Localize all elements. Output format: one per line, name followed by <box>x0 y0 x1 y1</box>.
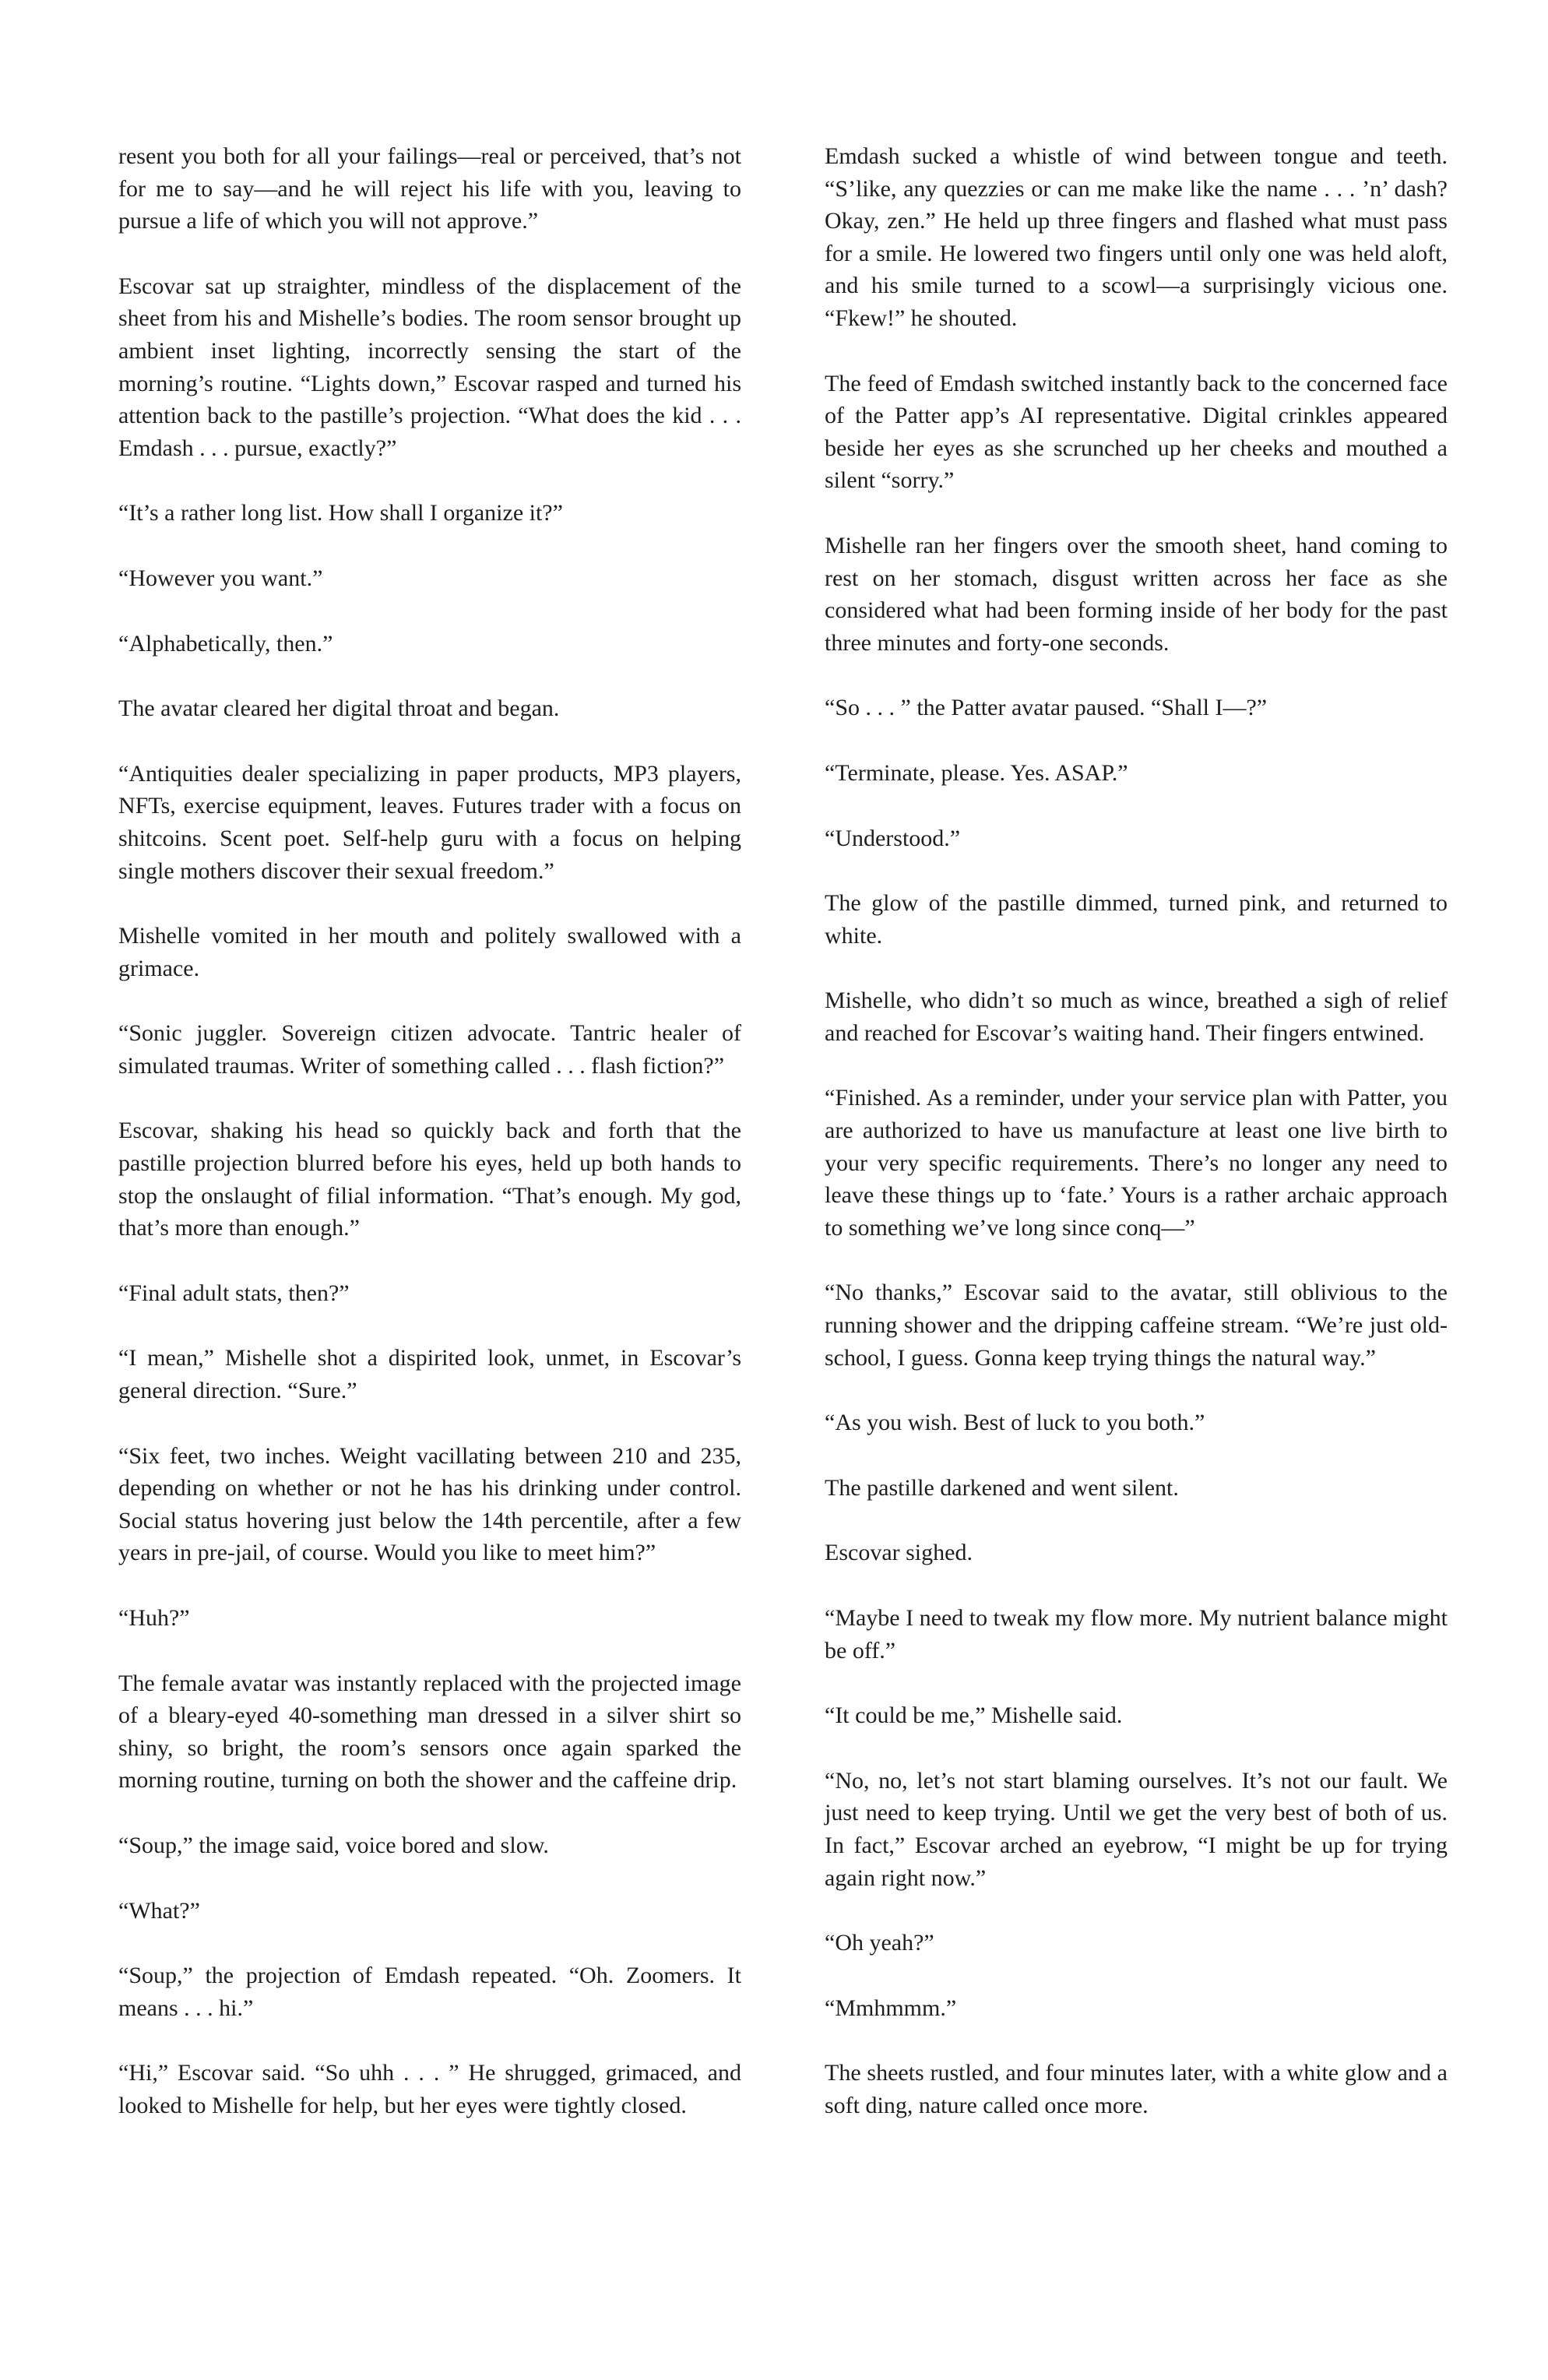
paragraph: “Hi,” Escovar said. “So uhh . . . ” He shrugged, grimaced, and looked to Mishelle for help, but her eyes were tightly closed. <box>118 2060 741 2118</box>
paragraph: “Maybe I need to tweak my flow more. My nutrient balance might be off.” <box>825 1605 1448 1664</box>
paragraph: “Huh?” <box>118 1605 190 1631</box>
paragraph: “Antiquities dealer specializing in paper products, MP3 players, NFTs, exercise equipment, leaves. Futures trader with a focus on shitcoins. Scent poet. Self-help guru with a focus on helping single mothers discover their sexual freedom.” <box>118 760 741 884</box>
paragraph: Mishelle ran her fingers over the smooth sheet, hand coming to rest on her stomach, disgust written across her face as she considered what had been forming inside of her body for the past three minutes and forty-one seconds. <box>825 532 1448 656</box>
paragraph: “What?” <box>118 1897 200 1924</box>
paragraph: The avatar cleared her digital throat and began. <box>118 695 560 722</box>
right-column <box>825 140 1448 2122</box>
paragraph: Escovar, shaking his head so quickly back and forth that the pastille projection blurred before his eyes, held up both hands to stop the onslaught of filial information. “That’s enough. My god, that’s more than enough.” <box>118 1118 741 1241</box>
paragraph: Escovar sat up straighter, mindless of the displacement of the sheet from his and Mishelle’s bodies. The room sensor brought up ambient inset lighting, incorrectly sensing the start of the morning’s routine. “Lights down,” Escovar rasped and turned his attention back to the pastille’s projection. “What does the kid . . . Emdash . . . pursue, exactly?” <box>118 273 741 461</box>
left-column <box>118 140 741 2122</box>
paragraph: “As you wish. Best of luck to you both.” <box>825 1410 1205 1436</box>
paragraph: Escovar sighed. <box>825 1540 973 1566</box>
paragraph: The pastille darkened and went silent. <box>825 1474 1179 1501</box>
paragraph: Mishelle, who didn’t so much as wince, breathed a sigh of relief and reached for Escovar’s waiting hand. Their fingers entwined. <box>825 988 1448 1046</box>
paragraph: “Terminate, please. Yes. ASAP.” <box>825 759 1128 786</box>
paragraph: “No, no, let’s not start blaming ourselves. It’s not our fault. We just need to keep trying. Until we get the very best of both of us. In fact,” Escovar arched an eyebrow, “I might be up for trying again right now.” <box>825 1767 1448 1891</box>
paragraph: The glow of the pastille dimmed, turned pink, and returned to white. <box>825 890 1448 949</box>
paragraph: “Oh yeah?” <box>825 1930 934 1956</box>
paragraph: Emdash sucked a whistle of wind between tongue and teeth. “S’like, any quezzies or can me make like the name . . . ’n’ dash? Okay, zen.” He held up three fingers and flashed what must pass for a smile. He lowered two fingers until only one was held aloft, and his smile turned to a scowl—a surprisingly vicious one. “Fkew!” he shouted. <box>825 143 1448 331</box>
paragraph: “I mean,” Mishelle shot a dispirited look, unmet, in Escovar’s general direction. “Sure.” <box>118 1345 741 1404</box>
paragraph: “Final adult stats, then?” <box>118 1280 350 1306</box>
paragraph: “So . . . ” the Patter avatar paused. “Shall I—?” <box>825 695 1268 721</box>
paragraph: “Alphabetically, then.” <box>118 630 333 657</box>
paragraph: Mishelle vomited in her mouth and politely swallowed with a grimace. <box>118 923 741 981</box>
paragraph: The sheets rustled, and four minutes later, with a white glow and a soft ding, nature called once more. <box>825 2060 1448 2118</box>
paragraph: “No thanks,” Escovar said to the avatar, still oblivious to the running shower and the dripping caffeine stream. “We’re just old-school, I guess. Gonna keep trying things the natural way.” <box>825 1280 1448 1371</box>
paragraph: “It could be me,” Mishelle said. <box>825 1702 1123 1729</box>
paragraph: “Soup,” the projection of Emdash repeated. “Oh. Zoomers. It means . . . hi.” <box>118 1963 741 2021</box>
paragraph: The female avatar was instantly replaced with the projected image of a bleary-eyed 40-something man dressed in a silver shirt so shiny, so bright, the room’s sensors once again sparked the morning routine, turning on both the shower and the caffeine drip. <box>118 1670 741 1794</box>
paragraph: “Finished. As a reminder, under your service plan with Patter, you are authorized to have us manufacture at least one live birth to your very specific requirements. There’s no longer any need to leave these things up to ‘fate.’ Yours is a rather archaic approach to something we’ve long since conq—” <box>825 1085 1448 1241</box>
paragraph: “Understood.” <box>825 825 961 851</box>
paragraph: “Sonic juggler. Sovereign citizen advocate. Tantric healer of simulated traumas. Writer of something called . . . flash fiction?” <box>118 1020 741 1079</box>
paragraph: resent you both for all your failings—real or perceived, that’s not for me to say—and he will reject his life with you, leaving to pursue a life of which you will not approve.” <box>118 143 741 234</box>
paragraph: “Mmhmmm.” <box>825 1994 957 2021</box>
paragraph: “Six feet, two inches. Weight vacillating between 210 and 235, depending on whether or not he has his drinking under control. Social status hovering just below the 14th percentile, after a few years in pre-jail, of course. Would you like to meet him?” <box>118 1442 741 1566</box>
paragraph: “Soup,” the image said, voice bored and slow. <box>118 1832 549 1858</box>
paragraph: “However you want.” <box>118 565 323 591</box>
paragraph: “It’s a rather long list. How shall I organize it?” <box>118 500 563 526</box>
paragraph: The feed of Emdash switched instantly back to the concerned face of the Patter app’s AI representative. Digital crinkles appeared beside her eyes as she scrunched up her cheeks and mouthed a silent “sorry.” <box>825 370 1448 494</box>
